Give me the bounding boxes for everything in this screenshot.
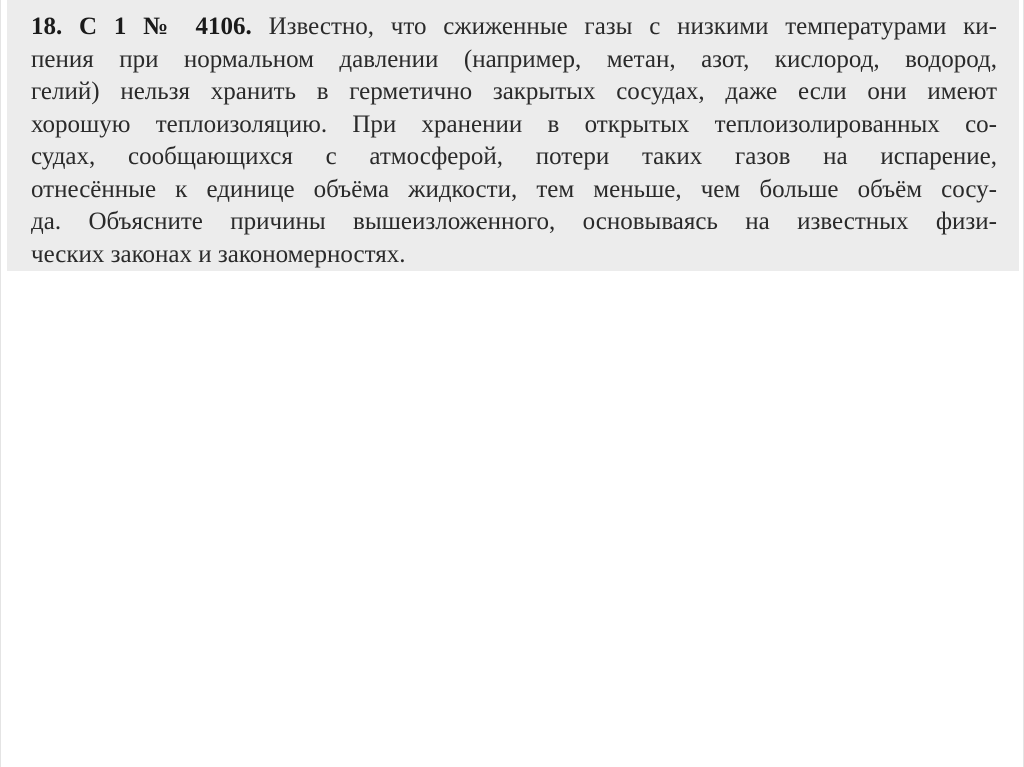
problem-line-6: отнесённые к единице объёма жидкости, тем меньше, чем больше объём сосу-	[31, 175, 997, 203]
problem-number: 18. С 1 № 4106.	[31, 13, 252, 40]
problem-line-4: хорошую теплоизоляцию. При хранении в открытых теплоизолированных со-	[31, 110, 997, 138]
problem-line-8: ческих законах и закономерностях.	[31, 240, 406, 268]
problem-text	[31, 11, 997, 271]
problem-line-3: гелий) нельзя хранить в герметично закрытых сосудах, даже если они имеют	[31, 78, 997, 105]
problem-box	[7, 0, 1019, 271]
problem-line-1	[31, 11, 997, 44]
problem-line-1-text: Известно, что сжиженные газы с низкими температурами ки-	[268, 13, 997, 40]
problem-line-2: пения при нормальном давлении (например, метан, азот, кислород, водород,	[31, 45, 997, 73]
problem-line-7: да. Объясните причины вышеизложенного, основываясь на известных физи-	[31, 208, 997, 235]
problem-line-5: судах, сообщающихся с атмосферой, потери таких газов на испарение,	[31, 143, 997, 170]
